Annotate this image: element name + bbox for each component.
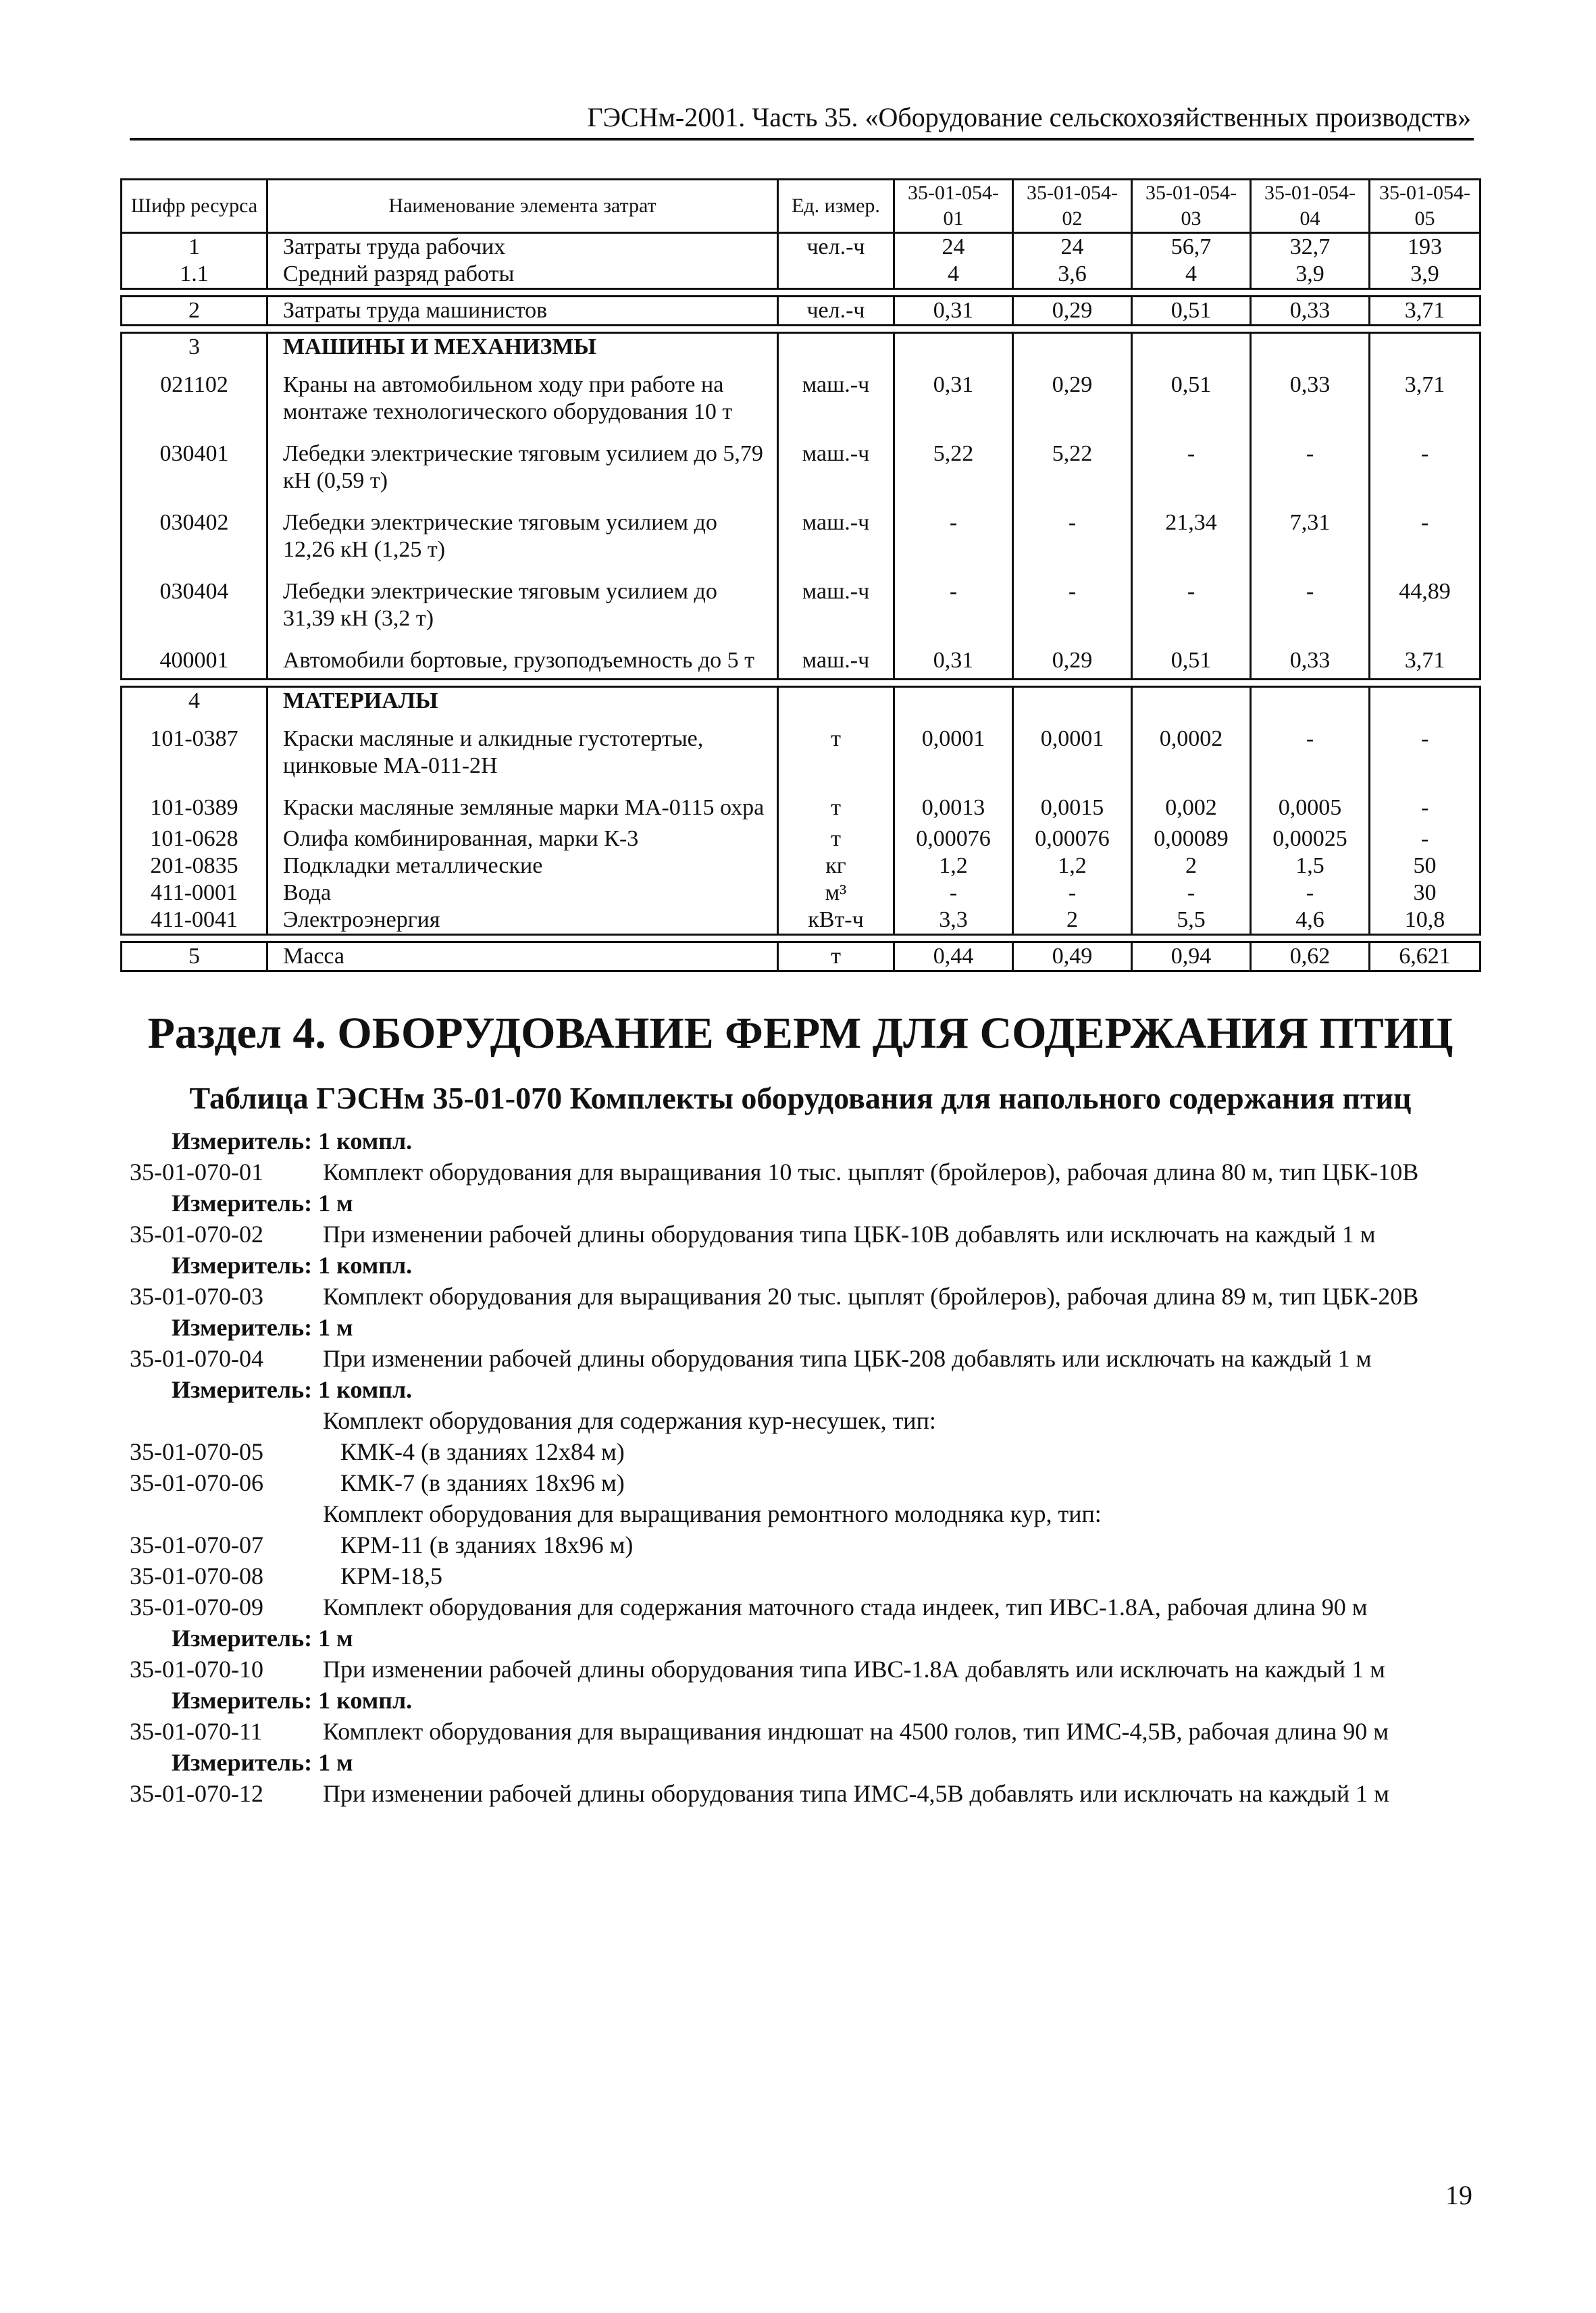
- cell-value: 0,0015: [1013, 784, 1132, 825]
- cell-value: 0,002: [1132, 784, 1251, 825]
- cell-value: -: [894, 880, 1013, 907]
- cell-value: -: [1251, 430, 1370, 499]
- item-description: При изменении рабочей длины оборудования типа ЦБК-10В добавлять или исключать на каждый 1 м: [323, 1221, 1376, 1248]
- cell-section-heading: МАТЕРИАЛЫ: [267, 687, 778, 715]
- cell-value: -: [894, 567, 1013, 636]
- cell-value: 0,33: [1251, 636, 1370, 680]
- cell-unit: маш.-ч: [778, 567, 894, 636]
- list-item: [130, 1654, 1474, 1685]
- cell-code: 101-0387: [122, 715, 267, 784]
- table-spacer-cell: [122, 326, 1481, 333]
- cell-unit: [778, 261, 894, 289]
- cell-name: Затраты труда машинистов: [267, 297, 778, 326]
- cell-unit: т: [778, 715, 894, 784]
- list-item: [130, 1281, 1474, 1312]
- measure-label: Измеритель: 1 м: [172, 1749, 353, 1776]
- cell-value: 1,2: [1013, 853, 1132, 880]
- cell-value: 44,89: [1370, 567, 1481, 636]
- cell-value: 1,5: [1251, 853, 1370, 880]
- cell-value: 0,0001: [1013, 715, 1132, 784]
- item-description: При изменении рабочей длины оборудования типа ИВС-1.8А добавлять или исключать на каждый 1 м: [323, 1656, 1385, 1683]
- table-row: [122, 687, 1481, 715]
- cell-code: 411-0041: [122, 907, 267, 935]
- page-number: 19: [1445, 2180, 1472, 2210]
- table-row: [122, 333, 1481, 361]
- header-rule: [130, 138, 1474, 141]
- list-item: [130, 1343, 1474, 1374]
- list-item: [130, 1436, 1474, 1467]
- cell-value: 0,51: [1132, 361, 1251, 430]
- cell-name: Подкладки металлические: [267, 853, 778, 880]
- cell-value: -: [1370, 499, 1481, 567]
- cell-name: Вода: [267, 880, 778, 907]
- list-item: [130, 1716, 1474, 1747]
- cell-empty: [1370, 333, 1481, 361]
- cell-value: -: [1370, 715, 1481, 784]
- cell-value: 0,0005: [1251, 784, 1370, 825]
- item-code: 35-01-070-06: [130, 1469, 263, 1496]
- cell-code: 411-0001: [122, 880, 267, 907]
- cell-value: 6,621: [1370, 942, 1481, 971]
- item-list: [130, 1125, 1474, 1809]
- cell-value: 0,29: [1013, 636, 1132, 680]
- col-header-054-02: 35-01-054-02: [1013, 180, 1132, 233]
- cell-name: Автомобили бортовые, грузоподъемность до 5 т: [267, 636, 778, 680]
- cell-empty: [1132, 333, 1251, 361]
- table-row: [122, 261, 1481, 289]
- cell-value: 0,33: [1251, 297, 1370, 326]
- cell-value: 0,31: [894, 361, 1013, 430]
- cell-value: -: [1132, 430, 1251, 499]
- item-code: 35-01-070-09: [130, 1594, 263, 1621]
- measure-label: Измеритель: 1 м: [172, 1625, 353, 1652]
- cell-empty: [1251, 687, 1370, 715]
- cell-value: 3,6: [1013, 261, 1132, 289]
- cell-name: Лебедки электрические тяговым усилием до 12,26 кН (1,25 т): [267, 499, 778, 567]
- cell-value: 0,62: [1251, 942, 1370, 971]
- cell-value: 0,29: [1013, 361, 1132, 430]
- cell-code: 021102: [122, 361, 267, 430]
- measure-label: Измеритель: 1 м: [172, 1314, 353, 1341]
- cell-value: 0,0002: [1132, 715, 1251, 784]
- cell-empty: [1013, 687, 1132, 715]
- table-row: [122, 297, 1481, 326]
- cell-value: 4: [894, 261, 1013, 289]
- cell-value: 0,00076: [1013, 825, 1132, 853]
- item-description: Комплект оборудования для выращивания 10 тыс. цыплят (бройлеров), рабочая длина 80 м, тип ЦБК-10В: [323, 1159, 1419, 1186]
- cell-value: 0,0001: [894, 715, 1013, 784]
- cell-value: 193: [1370, 233, 1481, 261]
- cell-value: -: [1132, 567, 1251, 636]
- measure-label: Измеритель: 1 компл.: [172, 1687, 413, 1714]
- col-header-unit: Ед. измер.: [778, 180, 894, 233]
- cell-value: 50: [1370, 853, 1481, 880]
- table-row: [122, 361, 1481, 430]
- table-row: [122, 715, 1481, 784]
- table-spacer: [122, 680, 1481, 687]
- cell-value: 0,94: [1132, 942, 1251, 971]
- cell-code: 5: [122, 942, 267, 971]
- cell-value: 0,0013: [894, 784, 1013, 825]
- table-body: [122, 233, 1481, 971]
- section-title: Раздел 4. ОБОРУДОВАНИЕ ФЕРМ ДЛЯ СОДЕРЖАНИЯ ПТИЦ: [147, 1009, 1453, 1058]
- table-spacer-cell: [122, 935, 1481, 942]
- measure-label: Измеритель: 1 компл.: [172, 1252, 413, 1279]
- cell-empty: [1370, 687, 1481, 715]
- cell-value: 0,00076: [894, 825, 1013, 853]
- cell-code: 400001: [122, 636, 267, 680]
- cell-value: 7,31: [1251, 499, 1370, 567]
- item-description: Комплект оборудования для выращивания индюшат на 4500 голов, тип ИМС-4,5В, рабочая длина 90 м: [323, 1718, 1389, 1745]
- cell-value: 0,51: [1132, 636, 1251, 680]
- cell-unit: чел.-ч: [778, 297, 894, 326]
- cell-value: 0,49: [1013, 942, 1132, 971]
- col-header-054-04: 35-01-054-04: [1251, 180, 1370, 233]
- list-item: [130, 1467, 1474, 1498]
- cell-empty: [894, 687, 1013, 715]
- measure-label: Измеритель: 1 компл.: [172, 1376, 413, 1403]
- cell-unit: т: [778, 825, 894, 853]
- cell-value: 5,22: [1013, 430, 1132, 499]
- cell-code: 4: [122, 687, 267, 715]
- item-description: КРМ-18,5: [340, 1562, 443, 1590]
- cell-value: 2: [1013, 907, 1132, 935]
- table-row: [122, 636, 1481, 680]
- cell-value: -: [1370, 430, 1481, 499]
- item-description: Комплект оборудования для выращивания 20 тыс. цыплят (бройлеров), рабочая длина 89 м, тип ЦБК-20В: [323, 1283, 1419, 1310]
- list-item: [130, 1560, 1474, 1592]
- cell-value: 21,34: [1132, 499, 1251, 567]
- measure-label: Измеритель: 1 компл.: [172, 1127, 413, 1154]
- list-item: [130, 1529, 1474, 1560]
- list-item: [130, 1219, 1474, 1250]
- col-header-054-05: 35-01-054-05: [1370, 180, 1481, 233]
- cell-name: Затраты труда рабочих: [267, 233, 778, 261]
- cell-value: 56,7: [1132, 233, 1251, 261]
- table-spacer-cell: [122, 289, 1481, 297]
- item-code: 35-01-070-02: [130, 1221, 263, 1248]
- cell-empty: [894, 333, 1013, 361]
- cell-value: 0,31: [894, 636, 1013, 680]
- item-code: 35-01-070-03: [130, 1283, 263, 1310]
- table-row: [122, 907, 1481, 935]
- cell-unit: кг: [778, 853, 894, 880]
- cell-empty: [1013, 333, 1132, 361]
- item-description: КРМ-11 (в зданиях 18х96 м): [340, 1531, 634, 1558]
- cell-name: Краны на автомобильном ходу при работе на монтаже технологического оборудования 10 т: [267, 361, 778, 430]
- cell-value: 32,7: [1251, 233, 1370, 261]
- cell-value: 4: [1132, 261, 1251, 289]
- cell-code: 1.1: [122, 261, 267, 289]
- cell-value: 10,8: [1370, 907, 1481, 935]
- resource-table: [120, 178, 1481, 972]
- cell-value: 3,71: [1370, 636, 1481, 680]
- group-intro: Комплект оборудования для выращивания ремонтного молодняка кур, тип:: [323, 1500, 1102, 1527]
- table-row: [122, 430, 1481, 499]
- item-code: 35-01-070-12: [130, 1780, 263, 1807]
- cell-empty: [1251, 333, 1370, 361]
- table-row: [122, 784, 1481, 825]
- table-row: [122, 825, 1481, 853]
- cell-name: Олифа комбинированная, марки К-3: [267, 825, 778, 853]
- table-row: [122, 499, 1481, 567]
- cell-name: Средний разряд работы: [267, 261, 778, 289]
- cell-value: 0,00089: [1132, 825, 1251, 853]
- cell-value: -: [1132, 880, 1251, 907]
- cell-value: 0,29: [1013, 297, 1132, 326]
- cell-unit: маш.-ч: [778, 430, 894, 499]
- table-row: [122, 880, 1481, 907]
- cell-value: 4,6: [1251, 907, 1370, 935]
- col-header-054-01: 35-01-054-01: [894, 180, 1013, 233]
- cell-code: 2: [122, 297, 267, 326]
- cell-value: -: [1251, 567, 1370, 636]
- cell-empty: [1132, 687, 1251, 715]
- cell-value: -: [1251, 715, 1370, 784]
- item-code: 35-01-070-10: [130, 1656, 263, 1683]
- cell-value: 24: [894, 233, 1013, 261]
- cell-value: 0,33: [1251, 361, 1370, 430]
- item-code: 35-01-070-01: [130, 1159, 263, 1186]
- table-spacer: [122, 935, 1481, 942]
- cell-code: 101-0389: [122, 784, 267, 825]
- cell-value: -: [894, 499, 1013, 567]
- item-description: При изменении рабочей длины оборудования типа ИМС-4,5В добавлять или исключать на каждый 1 м: [323, 1780, 1389, 1807]
- cell-empty: [778, 333, 894, 361]
- list-item: [130, 1778, 1474, 1809]
- item-code: 35-01-070-11: [130, 1718, 263, 1745]
- item-code: 35-01-070-05: [130, 1438, 263, 1465]
- table-row: [122, 942, 1481, 971]
- cell-value: 3,71: [1370, 297, 1481, 326]
- cell-value: 0,44: [894, 942, 1013, 971]
- cell-code: 030404: [122, 567, 267, 636]
- cell-value: -: [1013, 880, 1132, 907]
- cell-value: 3,71: [1370, 361, 1481, 430]
- item-code: 35-01-070-04: [130, 1345, 263, 1372]
- cell-value: 0,51: [1132, 297, 1251, 326]
- running-header: ГЭСНм-2001. Часть 35. «Оборудование сельскохозяйственных производств»: [587, 102, 1471, 132]
- cell-name: Краски масляные и алкидные густотертые, цинковые МА-011-2Н: [267, 715, 778, 784]
- cell-code: 201-0835: [122, 853, 267, 880]
- cell-code: 1: [122, 233, 267, 261]
- cell-section-heading: МАШИНЫ И МЕХАНИЗМЫ: [267, 333, 778, 361]
- table-header-row: [122, 180, 1481, 233]
- table-title: Таблица ГЭСНм 35-01-070 Комплекты оборудования для напольного содержания птиц: [189, 1081, 1412, 1115]
- cell-name: Электроэнергия: [267, 907, 778, 935]
- item-code: 35-01-070-08: [130, 1562, 263, 1590]
- cell-unit: маш.-ч: [778, 636, 894, 680]
- table-spacer-cell: [122, 680, 1481, 687]
- cell-value: -: [1013, 499, 1132, 567]
- cell-code: 030401: [122, 430, 267, 499]
- cell-value: 0,00025: [1251, 825, 1370, 853]
- cell-unit: т: [778, 942, 894, 971]
- cell-unit: маш.-ч: [778, 499, 894, 567]
- item-description: При изменении рабочей длины оборудования типа ЦБК-208 добавлять или исключать на каждый 1 м: [323, 1345, 1372, 1372]
- cell-value: -: [1370, 784, 1481, 825]
- table-spacer: [122, 326, 1481, 333]
- item-code: 35-01-070-07: [130, 1531, 263, 1558]
- cell-unit: чел.-ч: [778, 233, 894, 261]
- cell-name: Масса: [267, 942, 778, 971]
- cell-value: 2: [1132, 853, 1251, 880]
- cell-name: Краски масляные земляные марки МА-0115 охра: [267, 784, 778, 825]
- cell-value: 30: [1370, 880, 1481, 907]
- cell-name: Лебедки электрические тяговым усилием до 31,39 кН (3,2 т): [267, 567, 778, 636]
- measure-label: Измеритель: 1 м: [172, 1190, 353, 1217]
- cell-unit: м³: [778, 880, 894, 907]
- cell-code: 101-0628: [122, 825, 267, 853]
- cell-code: 3: [122, 333, 267, 361]
- item-description: КМК-4 (в зданиях 12х84 м): [340, 1438, 625, 1465]
- cell-value: -: [1370, 825, 1481, 853]
- group-intro: Комплект оборудования для содержания кур-несушек, тип:: [323, 1407, 936, 1434]
- cell-value: 24: [1013, 233, 1132, 261]
- cell-value: -: [1013, 567, 1132, 636]
- cell-value: 3,9: [1370, 261, 1481, 289]
- col-header-code: Шифр ресурса: [122, 180, 267, 233]
- table-row: [122, 233, 1481, 261]
- cell-unit: кВт-ч: [778, 907, 894, 935]
- list-item: [130, 1592, 1474, 1623]
- col-header-054-03: 35-01-054-03: [1132, 180, 1251, 233]
- table-spacer: [122, 289, 1481, 297]
- cell-empty: [778, 687, 894, 715]
- cell-value: 3,3: [894, 907, 1013, 935]
- item-description: КМК-7 (в зданиях 18х96 м): [340, 1469, 625, 1496]
- cell-value: 5,22: [894, 430, 1013, 499]
- item-description: Комплект оборудования для содержания маточного стада индеек, тип ИВС-1.8А, рабочая длина 90 м: [323, 1594, 1368, 1621]
- cell-unit: маш.-ч: [778, 361, 894, 430]
- cell-value: 0,31: [894, 297, 1013, 326]
- cell-name: Лебедки электрические тяговым усилием до 5,79 кН (0,59 т): [267, 430, 778, 499]
- table-row: [122, 567, 1481, 636]
- cell-value: 5,5: [1132, 907, 1251, 935]
- cell-value: -: [1251, 880, 1370, 907]
- cell-value: 3,9: [1251, 261, 1370, 289]
- list-item: [130, 1156, 1474, 1188]
- cell-value: 1,2: [894, 853, 1013, 880]
- col-header-name: Наименование элемента затрат: [267, 180, 778, 233]
- cell-code: 030402: [122, 499, 267, 567]
- cell-unit: т: [778, 784, 894, 825]
- table-row: [122, 853, 1481, 880]
